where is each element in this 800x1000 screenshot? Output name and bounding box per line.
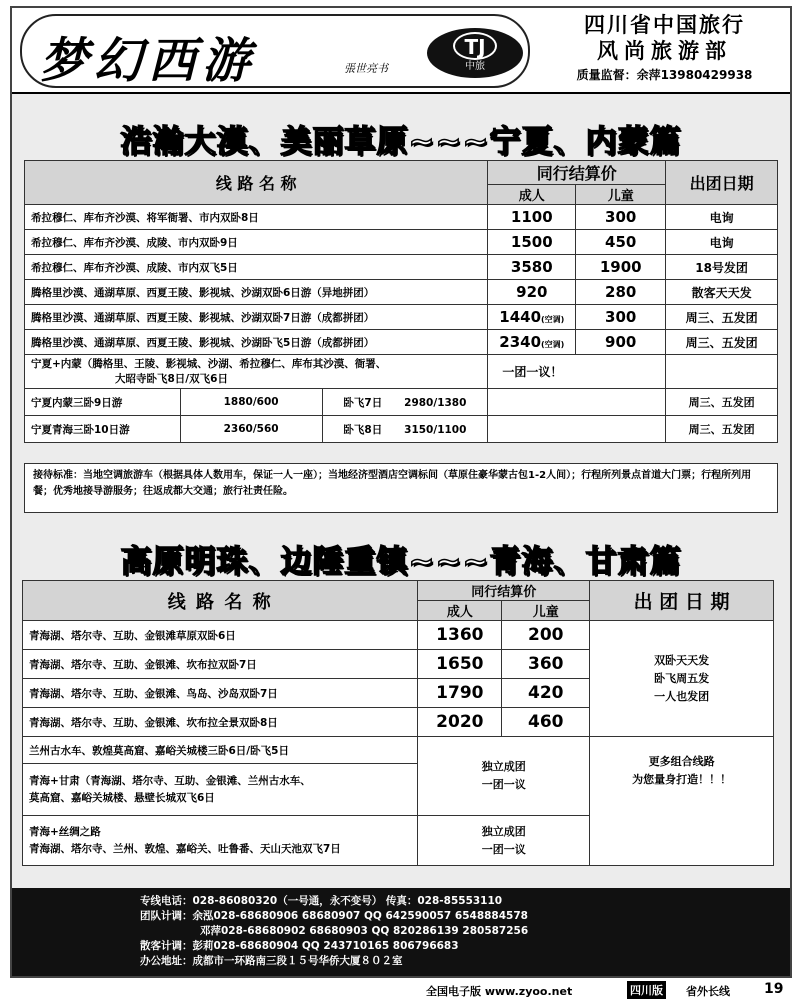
col-route-header: 线 路 名 称 — [25, 161, 488, 205]
col-adult-header: 成人 — [488, 185, 576, 205]
edition-badge: 四川版 — [627, 981, 666, 999]
zhonglv-mark: TJ — [453, 32, 497, 60]
date-line: 一人也发团 — [654, 689, 710, 703]
table-row: 腾格里沙漠、通湖草原、西夏王陵、影视城、沙湖卧飞5日游（成都拼团） 2340(空调) 900 周三、五发团 — [25, 330, 778, 355]
table-row: 兰州古水车、敦煌莫高窟、嘉峪关城楼三卧6日/卧飞5日 独立成团 一团一议 更多组合线路 为您量身打造！！！ — [23, 737, 774, 764]
logo-banner — [20, 14, 530, 88]
table-row: 希拉穆仁、库布齐沙漠、成陵、市内双飞5日 3580 1900 18号发团 — [25, 255, 778, 280]
table-row: 宁夏+内蒙（腾格里、王陵、影视城、沙湖、希拉穆仁、库布其沙漠、衙署、 大昭寺卧飞8日/双飞6日 一团一议！ — [25, 355, 778, 389]
table-row: 宁夏内蒙三卧9日游 1880/600 卧飞7日 2980/1380 周三、五发团 — [25, 389, 778, 416]
col-child-header-2: 儿童 — [502, 601, 590, 621]
quality-supervision: 质量监督：余萍13980429938 — [576, 68, 753, 82]
section-label: 省外长线 — [686, 985, 730, 998]
table-row: 腾格里沙漠、通湖草原、西夏王陵、影视城、沙湖双卧6日游（异地拼团） 920 280 散客天天发 — [25, 280, 778, 305]
table-row: 希拉穆仁、库布齐沙漠、成陵、市内双卧9日 1500 450 电询 — [25, 230, 778, 255]
calligraphy-signature: 張世亮书 — [344, 62, 388, 75]
agency-name-line2: 风尚旅游部 — [597, 39, 732, 63]
date-line: 卧飞周五发 — [654, 671, 710, 685]
agency-info — [542, 12, 787, 86]
col-price-header: 同行结算价 — [488, 161, 666, 185]
page-frame — [10, 6, 792, 978]
col-route-header-2: 线 路 名 称 — [23, 581, 418, 621]
team-planner-1: 团队计调：余泓028-68680906 68680907 QQ 642590057 6548884578 — [140, 910, 528, 922]
zhonglv-logo-icon — [427, 28, 523, 78]
col-adult-header-2: 成人 — [418, 601, 502, 621]
calligraphy-title: 梦幻西游 — [40, 33, 257, 89]
page-number: 19 — [764, 981, 784, 997]
table-row: 青海湖、塔尔寺、互助、金银滩、坎布拉双卧7日 1650 360 — [23, 650, 774, 679]
team-planner-2: 邓萍028-68680902 68680903 QQ 820286139 280587256 — [200, 925, 529, 937]
section2-title: 高原明珠、边陲重镇~~~青海、甘肃篇 — [120, 544, 682, 580]
page-bottom-bar — [0, 980, 800, 1000]
section1-table — [24, 160, 778, 443]
table-row: 青海+甘肃（青海湖、塔尔寺、互助、金银滩、兰州古水车、 莫高窟、嘉峪关城楼、悬壁长城双飞6日 — [23, 764, 774, 816]
table-row: 宁夏青海三卧10日游 2360/560 卧飞8日 3150/1100 周三、五发团 — [25, 416, 778, 443]
table-row: 腾格里沙漠、通湖草原、西夏王陵、影视城、沙湖双卧7日游（成都拼团） 1440(空调) 300 周三、五发团 — [25, 305, 778, 330]
hotline: 专线电话：028-86080320（一号通，永不变号） 传真：028-85553110 — [140, 895, 503, 907]
individual-planner: 散客计调：彭莉028-68680904 QQ 243710165 806796683 — [140, 940, 459, 952]
table-row: 青海+丝绸之路 青海湖、塔尔寺、兰州、敦煌、嘉峪关、吐鲁番、天山天池双飞7日 独立成团 一团一议 — [23, 816, 774, 866]
website-link[interactable]: 全国电子版 www.zyoo.net — [426, 985, 573, 998]
reception-standards: 接待标准：当地空调旅游车（根据具体人数用车，保证一人一座）；当地经济型酒店空调标间（草原住豪华蒙古包1-2人间）；行程所列景点首道大门票；行程所列用餐；优秀地接导游服务；往返成都大交通；旅行社责任险。 — [24, 463, 778, 513]
office-address: 办公地址：成都市一环路南三段１５号华侨大厦８０２室 — [140, 955, 403, 967]
section2-table — [22, 580, 774, 866]
agency-name-line1: 四川省中国旅行 — [584, 13, 745, 37]
col-date-header-2: 出 团 日 期 — [590, 581, 774, 621]
contact-footer — [12, 888, 790, 976]
table-row: 青海湖、塔尔寺、互助、金银滩、鸟岛、沙岛双卧7日 1790 420 — [23, 679, 774, 708]
header — [12, 8, 790, 94]
table-row: 青海湖、塔尔寺、互助、金银滩、坎布拉全景双卧8日 2020 460 — [23, 708, 774, 737]
zhonglv-text: 中旅 — [465, 61, 485, 72]
section1-title: 浩瀚大漠、美丽草原~~~宁夏、内蒙篇 — [120, 124, 682, 160]
date-line: 双卧天天发 — [654, 653, 710, 667]
col-child-header: 儿童 — [576, 185, 666, 205]
table-row: 青海湖、塔尔寺、互助、金银滩草原双卧6日 1360 200 双卧天天发 卧飞周五发 一人也发团 — [23, 621, 774, 650]
col-date-header: 出团日期 — [666, 161, 778, 205]
col-price-header-2: 同行结算价 — [418, 581, 590, 601]
table-row: 希拉穆仁、库布齐沙漠、将军衙署、市内双卧8日 1100 300 电询 — [25, 205, 778, 230]
